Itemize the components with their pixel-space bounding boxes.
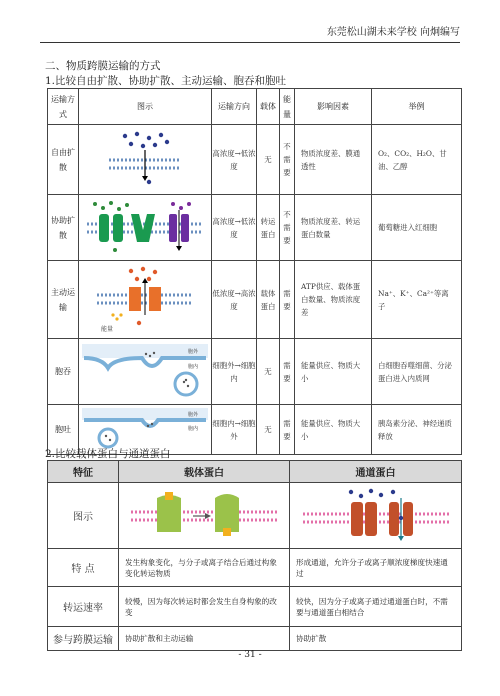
carrier: 转运蛋白 <box>257 195 280 261</box>
energy-required: 需要 <box>280 339 295 405</box>
page-number: - 31 - <box>238 650 262 660</box>
page-header <box>40 8 460 43</box>
active-transport-figure <box>79 261 212 339</box>
header-feature: 特征 <box>48 461 119 483</box>
carrier: 载体蛋白 <box>257 261 280 339</box>
table-row <box>48 549 462 587</box>
table-row <box>48 125 462 195</box>
channel-transport: 协助扩散 <box>290 627 462 651</box>
carrier: 无 <box>257 125 280 195</box>
endocytosis-figure <box>79 339 212 405</box>
header-factor: 影响因素 <box>295 89 372 125</box>
method-name: 协助扩散 <box>48 195 79 261</box>
carrier-rate: 较慢，因为每次转运时都会发生自身构象的改变 <box>119 587 290 627</box>
row-label: 图示 <box>48 483 119 549</box>
carrier-feature: 发生构象变化，与分子或离子结合后通过构象变化转运物质 <box>119 549 290 587</box>
examples: 葡萄糖进入红细胞 <box>372 195 462 261</box>
table-row <box>48 627 462 651</box>
channel-feature: 形成通道，允许分子或离子顺浓度梯度快速通过 <box>290 549 462 587</box>
transport-direction: 低浓度→高浓度 <box>212 261 257 339</box>
school-name: 东莞松山湖未来学校 向炯编写 <box>326 27 460 38</box>
transport-direction: 高浓度→低浓度 <box>212 125 257 195</box>
header-carrier-protein: 载体蛋白 <box>119 461 290 483</box>
carrier: 无 <box>257 405 280 455</box>
channel-protein-figure <box>290 483 462 549</box>
protein-comparison-table <box>47 460 462 651</box>
facilitated-diffusion-figure <box>79 195 212 261</box>
header-carrier: 载体 <box>257 89 280 125</box>
transport-direction: 高浓度→低浓度 <box>212 195 257 261</box>
examples: 胰岛素分泌、神经递质释放 <box>372 405 462 455</box>
method-name: 胞吐 <box>48 405 79 455</box>
table-row <box>48 587 462 627</box>
energy-required: 不需要 <box>280 125 295 195</box>
table-row <box>48 195 462 261</box>
header-diagram: 图示 <box>79 89 212 125</box>
inside-label: 胞内 <box>188 363 199 370</box>
table-row <box>48 339 462 405</box>
subsection-title-2: 2.比较载体蛋白与通道蛋白 <box>45 448 171 460</box>
energy-label: 能量 <box>101 325 114 333</box>
transport-direction: 细胞外→细胞内 <box>212 339 257 405</box>
examples: Na⁺、K⁺、Ca²⁺等离子 <box>372 261 462 339</box>
header-direction: 运输方向 <box>212 89 257 125</box>
energy-required: 不需要 <box>280 195 295 261</box>
outside-label: 胞外 <box>188 348 199 355</box>
examples: O₂、CO₂、H₂O、甘油、乙醇 <box>372 125 462 195</box>
transport-comparison-table <box>47 88 462 455</box>
examples: 白细胞吞噬细菌、分泌蛋白进入内质网 <box>372 339 462 405</box>
influencing-factors: 能量供应、物质大小 <box>295 339 372 405</box>
header-energy: 能量 <box>280 89 295 125</box>
subsection-title-1: 1.比较自由扩散、协助扩散、主动运输、胞吞和胞吐 <box>45 75 287 87</box>
table-header-row <box>48 89 462 125</box>
carrier: 无 <box>257 339 280 405</box>
row-label: 转运速率 <box>48 587 119 627</box>
inside-label: 胞内 <box>188 425 199 432</box>
row-label: 特 点 <box>48 549 119 587</box>
method-name: 自由扩散 <box>48 125 79 195</box>
row-label: 参与跨膜运输 <box>48 627 119 651</box>
influencing-factors: ATP供应、载体蛋白数量、物质浓度差 <box>295 261 372 339</box>
method-name: 主动运输 <box>48 261 79 339</box>
carrier-transport: 协助扩散和主动运输 <box>119 627 290 651</box>
carrier-protein-figure <box>119 483 290 549</box>
influencing-factors: 能量供应、物质大小 <box>295 405 372 455</box>
energy-required: 需要 <box>280 261 295 339</box>
table-row <box>48 483 462 549</box>
channel-rate: 较快，因为分子或离子通过通道蛋白时，不需要与通道蛋白相结合 <box>290 587 462 627</box>
header-example: 举例 <box>372 89 462 125</box>
table-row <box>48 261 462 339</box>
method-name: 胞吞 <box>48 339 79 405</box>
header-channel-protein: 通道蛋白 <box>290 461 462 483</box>
energy-required: 需要 <box>280 405 295 455</box>
transport-direction: 细胞内→细胞外 <box>212 405 257 455</box>
outside-label: 胞外 <box>188 411 199 418</box>
table-header-row <box>48 461 462 483</box>
section-title: 二、物质跨膜运输的方式 <box>45 60 161 72</box>
header-method: 运输方式 <box>48 89 79 125</box>
influencing-factors: 物质浓度差、膜通透性 <box>295 125 372 195</box>
free-diffusion-figure <box>79 125 212 195</box>
influencing-factors: 物质浓度差、转运蛋白数量 <box>295 195 372 261</box>
